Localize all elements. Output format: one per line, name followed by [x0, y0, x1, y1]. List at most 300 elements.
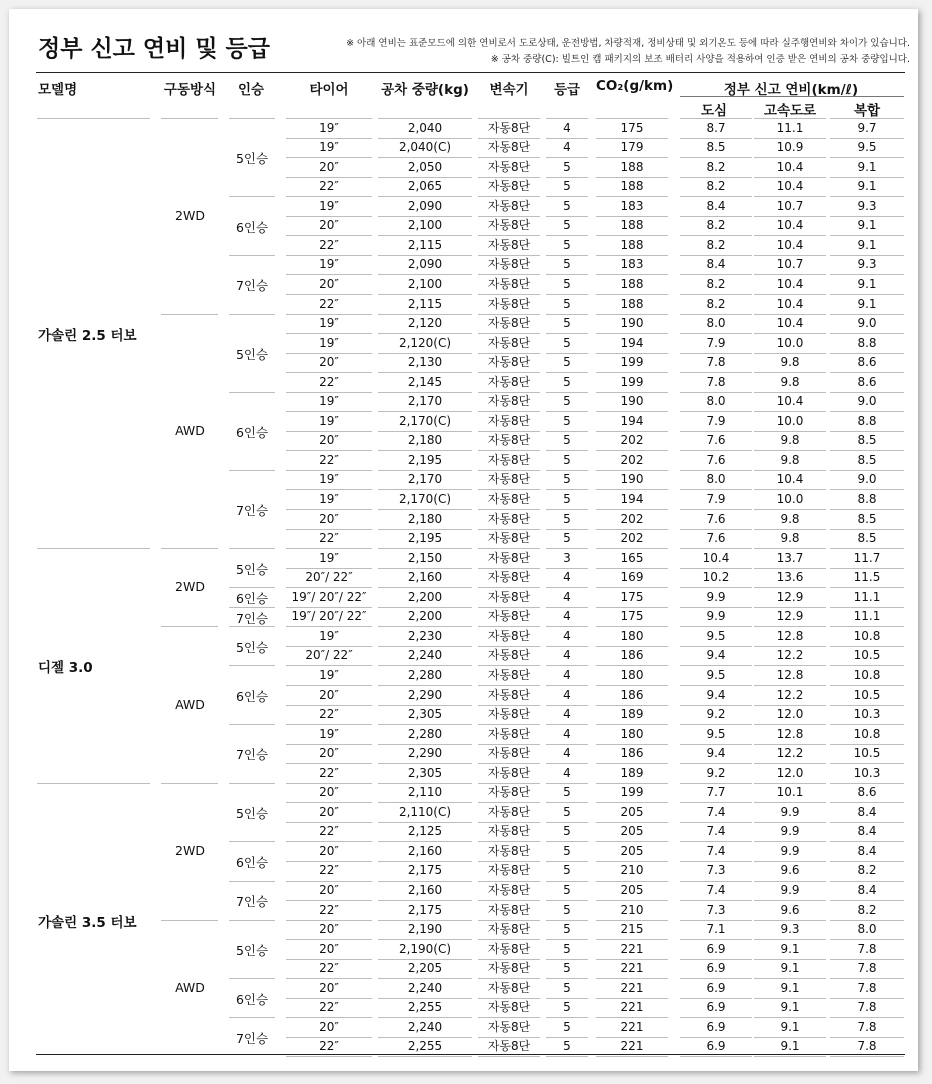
combined-cell: 11.1	[853, 609, 881, 624]
highway-cell: 10.4	[776, 218, 804, 233]
grade-cell: 5	[563, 374, 571, 389]
grade-cell: 4	[563, 687, 571, 702]
tire-cell: 19″/ 20″/ 22″	[291, 609, 367, 624]
seat-label: 6인승	[235, 424, 269, 440]
weight-cell: 2,130	[407, 355, 443, 370]
tire-cell: 19″	[319, 726, 339, 741]
city-cell: 6.9	[706, 1019, 726, 1034]
seat-group-divider	[229, 783, 275, 784]
weight-cell: 2,230	[407, 628, 443, 643]
city-cell: 6.9	[706, 941, 726, 956]
highway-cell: 10.4	[776, 276, 804, 291]
tire-cell: 22″	[319, 765, 339, 780]
transmission-cell: 자동8단	[487, 902, 531, 917]
city-cell: 8.2	[706, 179, 726, 194]
weight-cell: 2,190(C)	[398, 941, 452, 956]
weight-cell: 2,170	[407, 394, 443, 409]
weight-cell: 2,280	[407, 667, 443, 682]
grade-cell: 5	[563, 257, 571, 272]
weight-cell: 2,115	[407, 296, 443, 311]
tire-cell: 22″	[319, 179, 339, 194]
weight-cell: 2,170	[407, 472, 443, 487]
grade-cell: 5	[563, 472, 571, 487]
header-tire: 타이어	[309, 82, 349, 98]
city-cell: 7.4	[706, 883, 726, 897]
co2-cell: 205	[620, 883, 644, 897]
tire-cell: 22″	[319, 863, 339, 878]
co2-cell: 188	[620, 237, 644, 252]
combined-cell: 7.8	[857, 961, 877, 976]
co2-cell: 179	[620, 140, 644, 155]
drive-group-divider	[161, 626, 218, 627]
grade-cell: 5	[563, 218, 571, 233]
highway-cell: 10.4	[776, 394, 804, 409]
combined-cell: 8.8	[857, 413, 877, 428]
tire-cell: 20″	[319, 922, 339, 937]
city-cell: 8.2	[706, 218, 726, 233]
city-cell: 9.4	[706, 687, 726, 702]
grade-cell: 5	[563, 961, 571, 976]
transmission-cell: 자동8단	[487, 276, 531, 291]
transmission-cell: 자동8단	[487, 941, 531, 956]
transmission-cell: 자동8단	[487, 531, 531, 545]
grade-cell: 5	[563, 433, 571, 448]
model-label: 디젤 3.0	[38, 660, 93, 677]
city-cell: 6.9	[706, 961, 726, 976]
grade-cell: 5	[563, 179, 571, 194]
transmission-cell: 자동8단	[487, 746, 531, 761]
highway-cell: 9.9	[780, 883, 800, 897]
highway-cell: 12.0	[776, 707, 804, 721]
combined-cell: 8.8	[857, 491, 877, 506]
header-drive: 구동방식	[163, 82, 217, 98]
co2-cell: 221	[620, 1019, 644, 1034]
highway-cell: 12.2	[776, 648, 804, 663]
co2-cell: 202	[620, 433, 644, 448]
tire-cell: 22″	[319, 961, 339, 976]
header-highway: 고속도로	[763, 103, 817, 119]
transmission-cell: 자동8단	[487, 452, 531, 467]
weight-cell: 2,040(C)	[398, 140, 452, 155]
transmission-cell: 자동8단	[487, 1000, 531, 1015]
city-cell: 7.8	[706, 355, 726, 370]
weight-cell: 2,240	[407, 1019, 443, 1034]
combined-cell: 10.5	[853, 648, 881, 663]
grade-cell: 4	[563, 746, 571, 761]
highway-cell: 10.1	[776, 785, 804, 800]
drive-group-divider	[161, 783, 218, 784]
grade-cell: 5	[563, 335, 571, 350]
combined-cell: 8.5	[857, 433, 877, 448]
transmission-cell: 자동8단	[487, 355, 531, 370]
highway-cell: 9.8	[780, 433, 800, 448]
weight-cell: 2,290	[407, 746, 443, 761]
city-cell: 8.2	[706, 237, 726, 252]
header-weight: 공차 중량(kg)	[381, 82, 469, 98]
co2-cell: 205	[620, 824, 644, 839]
co2-cell: 165	[620, 550, 644, 565]
tire-cell: 19″	[319, 120, 339, 135]
transmission-cell: 자동8단	[487, 570, 531, 585]
tire-cell: 19″	[319, 335, 339, 350]
tire-cell: 20″	[319, 687, 339, 702]
tire-cell: 20″	[319, 159, 339, 174]
transmission-cell: 자동8단	[487, 120, 531, 135]
transmission-cell: 자동8단	[487, 374, 531, 389]
co2-cell: 189	[620, 765, 644, 780]
co2-cell: 205	[620, 804, 644, 819]
transmission-cell: 자동8단	[487, 648, 531, 663]
weight-cell: 2,175	[407, 902, 443, 917]
co2-cell: 190	[620, 394, 644, 409]
highway-cell: 10.4	[776, 316, 804, 330]
weight-cell: 2,115	[407, 237, 443, 252]
grade-cell: 5	[563, 394, 571, 409]
combined-cell: 8.2	[857, 863, 877, 878]
co2-cell: 190	[620, 472, 644, 487]
combined-cell: 10.3	[853, 765, 881, 780]
city-cell: 10.4	[702, 550, 730, 565]
tire-cell: 22″	[319, 296, 339, 311]
city-cell: 7.4	[706, 824, 726, 839]
combined-cell: 10.5	[853, 687, 881, 702]
grade-cell: 3	[563, 550, 571, 565]
transmission-cell: 자동8단	[487, 726, 531, 741]
combined-cell: 11.5	[853, 570, 881, 585]
transmission-cell: 자동8단	[487, 296, 531, 311]
tire-cell: 20″/ 22″	[305, 570, 353, 585]
highway-cell: 12.0	[776, 765, 804, 780]
weight-cell: 2,100	[407, 276, 443, 291]
combined-cell: 11.7	[853, 550, 881, 565]
header-efficiency: 정부 신고 연비(km/ℓ)	[723, 82, 859, 98]
weight-cell: 2,170(C)	[398, 491, 452, 506]
co2-cell: 221	[620, 980, 644, 995]
transmission-cell: 자동8단	[487, 707, 531, 721]
transmission-cell: 자동8단	[487, 961, 531, 976]
combined-cell: 9.1	[857, 296, 877, 311]
drive-label: 2WD	[175, 207, 205, 223]
tire-cell: 19″	[319, 628, 339, 643]
highway-cell: 9.1	[780, 961, 800, 976]
city-cell: 7.6	[706, 531, 726, 545]
transmission-cell: 자동8단	[487, 550, 531, 565]
highway-cell: 9.8	[780, 531, 800, 545]
combined-cell: 9.5	[857, 140, 877, 155]
header-city: 도심	[700, 103, 728, 119]
grade-cell: 5	[563, 785, 571, 800]
tire-cell: 19″	[319, 316, 339, 330]
header-divider	[680, 96, 904, 97]
transmission-cell: 자동8단	[487, 843, 531, 858]
model-group-divider	[37, 118, 150, 119]
transmission-cell: 자동8단	[487, 824, 531, 839]
tire-cell: 22″	[319, 902, 339, 917]
co2-cell: 183	[620, 257, 644, 272]
combined-cell: 8.0	[857, 922, 877, 937]
combined-cell: 7.8	[857, 1039, 877, 1054]
note-line: ※ 아래 연비는 표준모드에 의한 연비로서 도로상태, 운전방법, 차량적재, 정비상태 및 외기온도 등에 따라 실주행연비와 차이가 있습니다.	[346, 38, 910, 49]
seat-label: 7인승	[235, 1030, 269, 1046]
co2-cell: 202	[620, 531, 644, 545]
grade-cell: 4	[563, 120, 571, 135]
tire-cell: 20″	[319, 941, 339, 956]
highway-cell: 13.6	[776, 570, 804, 585]
highway-cell: 9.1	[780, 1019, 800, 1034]
transmission-cell: 자동8단	[487, 980, 531, 995]
seat-label: 7인승	[235, 610, 269, 626]
city-cell: 9.5	[706, 726, 726, 741]
grade-cell: 5	[563, 824, 571, 839]
tire-cell: 20″	[319, 843, 339, 858]
combined-cell: 9.7	[857, 120, 877, 135]
tire-cell: 20″	[319, 433, 339, 448]
city-cell: 8.2	[706, 159, 726, 174]
grade-cell: 5	[563, 159, 571, 174]
co2-cell: 183	[620, 198, 644, 213]
seat-group-divider	[229, 118, 275, 119]
co2-cell: 210	[620, 863, 644, 878]
grade-cell: 5	[563, 355, 571, 370]
weight-cell: 2,040	[407, 120, 443, 135]
city-cell: 7.9	[706, 491, 726, 506]
weight-cell: 2,120(C)	[398, 335, 452, 350]
tire-cell: 20″	[319, 883, 339, 897]
weight-cell: 2,125	[407, 824, 443, 839]
highway-cell: 10.4	[776, 237, 804, 252]
combined-cell: 10.5	[853, 746, 881, 761]
co2-cell: 215	[620, 922, 644, 937]
weight-cell: 2,090	[407, 257, 443, 272]
combined-cell: 7.8	[857, 1000, 877, 1015]
city-cell: 7.3	[706, 902, 726, 917]
tire-cell: 19″	[319, 140, 339, 155]
highway-cell: 12.8	[776, 667, 804, 682]
drive-label: 2WD	[175, 579, 205, 595]
grade-cell: 5	[563, 863, 571, 878]
transmission-cell: 자동8단	[487, 804, 531, 819]
combined-cell: 8.5	[857, 531, 877, 545]
grade-cell: 5	[563, 316, 571, 330]
seat-group-divider	[229, 196, 275, 197]
co2-cell: 188	[620, 276, 644, 291]
city-cell: 7.6	[706, 433, 726, 448]
note-line: ※ 공차 중량(C): 빌트인 캠 패키지의 보조 배터리 사양을 적용하여 인증 받은 연비의 공차 중량입니다.	[490, 54, 910, 65]
weight-cell: 2,195	[407, 531, 443, 545]
weight-cell: 2,110(C)	[398, 804, 452, 819]
drive-label: 2WD	[175, 843, 205, 859]
grade-cell: 4	[563, 765, 571, 780]
city-cell: 8.0	[706, 472, 726, 487]
weight-cell: 2,305	[407, 707, 443, 721]
tire-cell: 19″	[319, 667, 339, 682]
seat-group-divider	[229, 724, 275, 725]
co2-cell: 194	[620, 335, 644, 350]
co2-cell: 221	[620, 1039, 644, 1054]
grade-cell: 5	[563, 1039, 571, 1054]
seat-label: 5인승	[235, 346, 269, 362]
seat-group-divider	[229, 841, 275, 842]
co2-cell: 188	[620, 159, 644, 174]
city-cell: 8.0	[706, 316, 726, 330]
city-cell: 7.4	[706, 804, 726, 819]
seat-group-divider	[229, 314, 275, 315]
highway-cell: 10.7	[776, 198, 804, 213]
grade-cell: 5	[563, 902, 571, 917]
grade-cell: 4	[563, 628, 571, 643]
drive-label: AWD	[175, 422, 205, 438]
transmission-cell: 자동8단	[487, 609, 531, 624]
co2-cell: 180	[620, 726, 644, 741]
city-cell: 7.6	[706, 511, 726, 526]
weight-cell: 2,240	[407, 980, 443, 995]
seat-group-divider	[229, 1017, 275, 1018]
highway-cell: 9.3	[780, 922, 800, 937]
combined-cell: 8.4	[857, 883, 877, 897]
seat-group-divider	[229, 881, 275, 882]
combined-cell: 7.8	[857, 1019, 877, 1034]
co2-cell: 202	[620, 511, 644, 526]
seat-label: 5인승	[235, 151, 269, 167]
highway-cell: 9.1	[780, 980, 800, 995]
tire-cell: 22″	[319, 1039, 339, 1054]
city-cell: 9.5	[706, 628, 726, 643]
weight-cell: 2,175	[407, 863, 443, 878]
tire-cell: 22″	[319, 237, 339, 252]
weight-cell: 2,150	[407, 550, 443, 565]
co2-cell: 190	[620, 316, 644, 330]
city-cell: 6.9	[706, 1000, 726, 1015]
co2-cell: 186	[620, 746, 644, 761]
co2-cell: 221	[620, 941, 644, 956]
grade-cell: 4	[563, 667, 571, 682]
seat-group-divider	[229, 548, 275, 549]
highway-cell: 9.8	[780, 374, 800, 389]
seat-label: 6인승	[235, 591, 269, 606]
highway-cell: 12.2	[776, 746, 804, 761]
seat-group-divider	[229, 920, 275, 921]
combined-cell: 9.1	[857, 237, 877, 252]
seat-group-divider	[229, 665, 275, 666]
city-cell: 8.5	[706, 140, 726, 155]
city-cell: 9.4	[706, 746, 726, 761]
grade-cell: 5	[563, 237, 571, 252]
tire-cell: 19″	[319, 550, 339, 565]
highway-cell: 10.4	[776, 159, 804, 174]
tire-cell: 20″	[319, 355, 339, 370]
header-transmission: 변속기	[489, 82, 529, 98]
city-cell: 7.9	[706, 413, 726, 428]
city-cell: 7.3	[706, 863, 726, 878]
co2-cell: 180	[620, 667, 644, 682]
weight-cell: 2,195	[407, 452, 443, 467]
weight-cell: 2,090	[407, 198, 443, 213]
grade-cell: 4	[563, 140, 571, 155]
drive-label: AWD	[175, 980, 205, 995]
tire-cell: 20″	[319, 511, 339, 526]
seat-label: 5인승	[235, 639, 269, 655]
seat-group-divider	[229, 626, 275, 627]
transmission-cell: 자동8단	[487, 159, 531, 174]
weight-cell: 2,110	[407, 785, 443, 800]
tire-cell: 22″	[319, 1000, 339, 1015]
table-bottom-rule	[36, 1054, 905, 1055]
highway-cell: 12.8	[776, 628, 804, 643]
weight-cell: 2,255	[407, 1000, 443, 1015]
combined-cell: 9.1	[857, 179, 877, 194]
weight-cell: 2,050	[407, 159, 443, 174]
city-cell: 10.2	[702, 570, 730, 585]
combined-cell: 8.6	[857, 785, 877, 800]
grade-cell: 4	[563, 570, 571, 585]
drive-label: AWD	[175, 696, 205, 712]
highway-cell: 10.4	[776, 179, 804, 194]
city-cell: 7.8	[706, 374, 726, 389]
model-label: 가솔린 3.5 터보	[38, 914, 137, 931]
grade-cell: 5	[563, 491, 571, 506]
tire-cell: 20″	[319, 218, 339, 233]
co2-cell: 199	[620, 374, 644, 389]
transmission-cell: 자동8단	[487, 785, 531, 800]
weight-cell: 2,160	[407, 570, 443, 585]
grade-cell: 5	[563, 531, 571, 545]
transmission-cell: 자동8단	[487, 198, 531, 213]
co2-cell: 205	[620, 843, 644, 858]
grade-cell: 4	[563, 589, 571, 604]
co2-cell: 175	[620, 589, 644, 604]
transmission-cell: 자동8단	[487, 491, 531, 506]
header-grade: 등급	[553, 82, 581, 98]
weight-cell: 2,100	[407, 218, 443, 233]
co2-cell: 221	[620, 961, 644, 976]
combined-cell: 9.1	[857, 218, 877, 233]
combined-cell: 9.0	[857, 472, 877, 487]
tire-cell: 19″	[319, 257, 339, 272]
highway-cell: 9.1	[780, 941, 800, 956]
tire-cell: 20″/ 22″	[305, 648, 353, 663]
highway-cell: 9.6	[780, 902, 800, 917]
transmission-cell: 자동8단	[487, 922, 531, 937]
seat-label: 6인승	[235, 854, 269, 870]
model-group-divider	[37, 783, 150, 784]
seat-label: 7인승	[235, 278, 269, 294]
city-cell: 8.4	[706, 257, 726, 272]
co2-cell: 221	[620, 1000, 644, 1015]
highway-cell: 10.0	[776, 491, 804, 506]
drive-group-divider	[161, 548, 218, 549]
highway-cell: 12.2	[776, 687, 804, 702]
highway-cell: 13.7	[776, 550, 804, 565]
grade-cell: 5	[563, 804, 571, 819]
weight-cell: 2,190	[407, 922, 443, 937]
grade-cell: 5	[563, 843, 571, 858]
tire-cell: 19″	[319, 413, 339, 428]
highway-cell: 9.8	[780, 511, 800, 526]
weight-cell: 2,280	[407, 726, 443, 741]
transmission-cell: 자동8단	[487, 433, 531, 448]
transmission-cell: 자동8단	[487, 687, 531, 702]
notes	[346, 36, 910, 68]
combined-cell: 9.3	[857, 257, 877, 272]
weight-cell: 2,120	[407, 316, 443, 330]
highway-cell: 10.0	[776, 413, 804, 428]
seat-label: 6인승	[235, 688, 269, 704]
grade-cell: 5	[563, 980, 571, 995]
co2-cell: 188	[620, 296, 644, 311]
grade-cell: 5	[563, 276, 571, 291]
highway-cell: 9.8	[780, 452, 800, 467]
transmission-cell: 자동8단	[487, 589, 531, 604]
